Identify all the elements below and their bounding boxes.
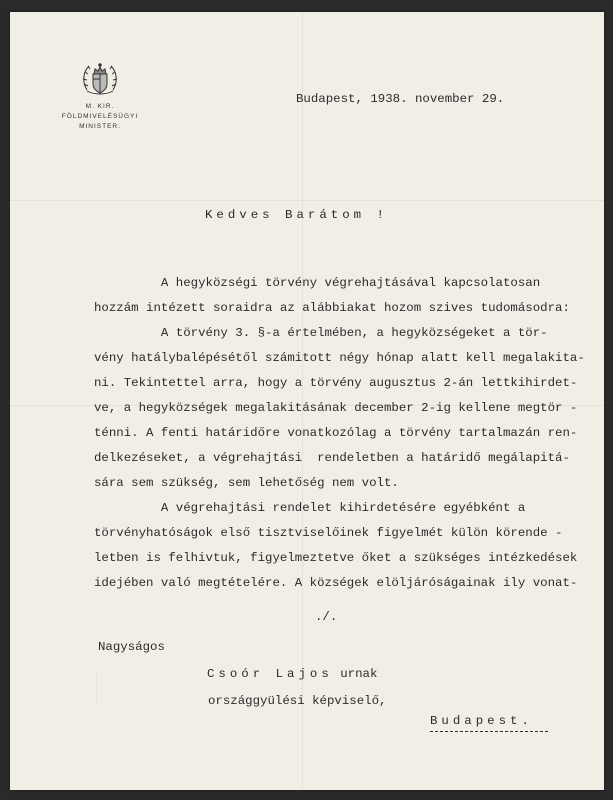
body-line: idejében való megtételére. A községek elöljáróságainak ily vonat- [94,576,578,590]
addressee-name-line [207,667,377,681]
salutation: Kedves Barátom ! [205,208,388,222]
body-line: sára sem szükség, sem lehetőség nem volt. [94,476,399,490]
letterhead [48,60,152,132]
body-line: A hegyközségi törvény végrehajtásával kapcsolatosan [94,276,541,290]
margin-mark [96,670,137,702]
addressee-honorific: Nagyságos [98,640,165,654]
body-line: A törvény 3. §-a értelmében, a hegyközségeket a tör- [94,326,548,340]
body-line: vény hatálybalépésétől számitott négy hónap alatt kell megalakita- [94,351,585,365]
continuation-mark: ./. [315,610,338,624]
body-line: hozzám intézett soraidra az alábbiakat hozom szives tudomásodra: [94,301,570,315]
letterhead-line: M. KIR. [85,103,115,110]
letter-date: Budapest, 1938. november 29. [296,92,505,106]
letterhead-line: FÖLDMIVELÉSÜGYI [61,113,139,120]
body-line: delkezéseket, a végrehajtási rendeletben a határidő megálapitá- [94,451,570,465]
addressee-city: Budapest. [430,714,533,728]
letterhead-line: MINISTER. [79,123,121,130]
city-underline [430,731,548,732]
body-line: törvényhatóságok első tisztviselőinek figyelmét külön körende - [94,526,563,540]
body-line: ténni. A fenti határidőre vonatkozólag a törvény tartalmazán ren- [94,426,578,440]
coat-of-arms-icon [80,60,120,100]
body-line: A végrehajtási rendelet kihirdetésére egyébként a [94,501,526,515]
letter-page [10,12,604,790]
addressee-name-suffix: urnak [332,667,378,681]
fold-line [10,200,604,201]
body-line: ve, a hegyközségek megalakitásának december 2-ig kellene megtör - [94,401,578,415]
body-line: ni. Tekintettel arra, hogy a törvény augusztus 2-án lettkihirdet- [94,376,578,390]
body-line: letben is felhivtuk, figyelmeztetve őket a szükséges intézkedések [94,551,578,565]
addressee-title: országgyülési képviselő, [208,694,387,708]
addressee-name: Csoór Lajos [207,667,333,681]
